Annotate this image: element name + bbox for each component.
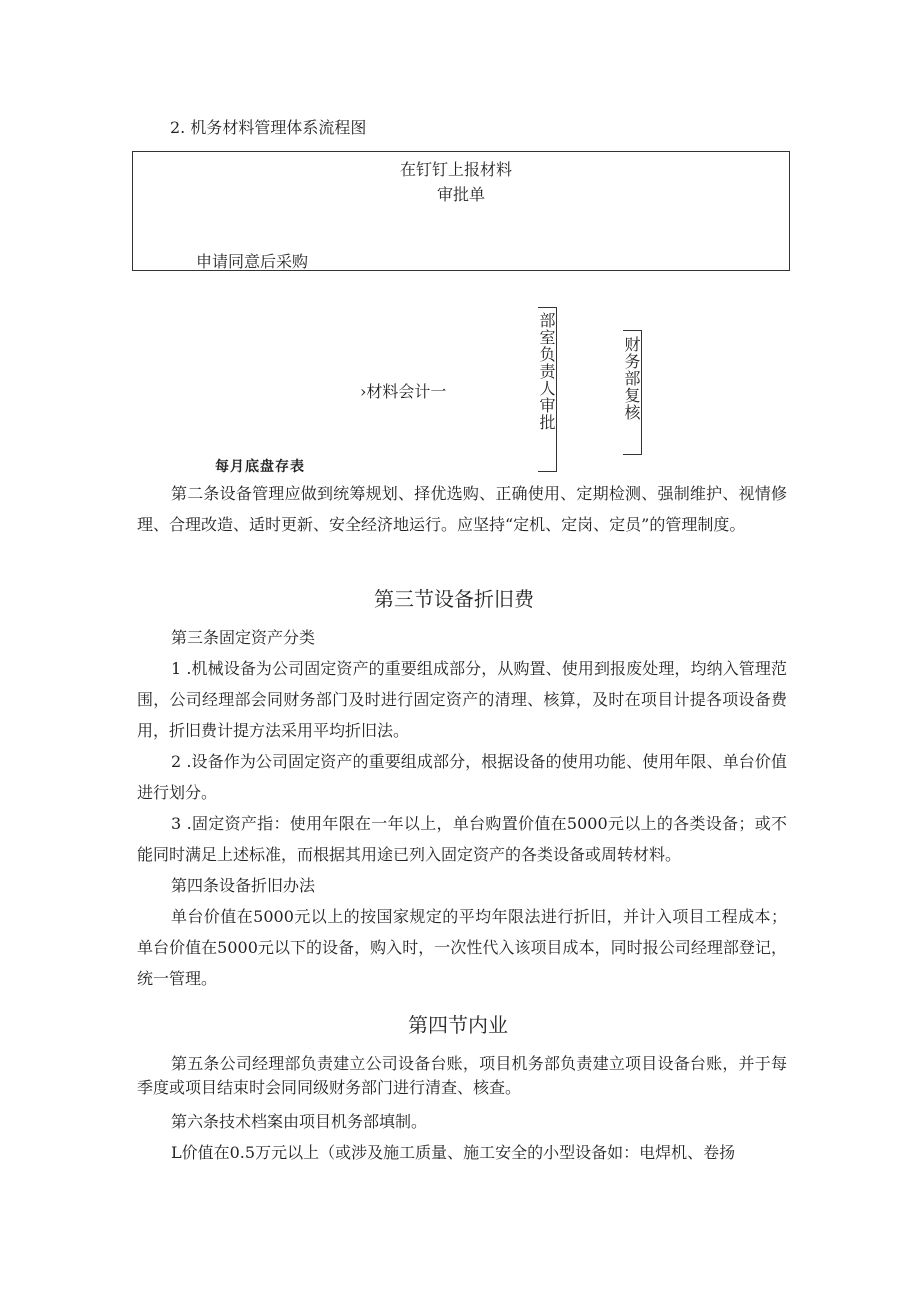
flow-heading: 2. 机务材料管理体系流程图 (170, 118, 367, 137)
article-4-body: 单台价值在5000元以上的按国家规定的平均年限法进行折旧，并计入项目工程成本；单台价值在5000元以下的设备，购入时，一次性代入该项目成本，同时报公司经理部登记，统一管理。 (137, 907, 787, 988)
article-3-item-3: 3 .固定资产指：使用年限在一年以上，单台购置价值在5000元以上的各类设备；或不能同时满足上述标准，而根据其用途已列入固定资产的各类设备或周转材料。 (137, 814, 787, 864)
section-3-title: 第三节设备折旧费 (374, 587, 534, 611)
section-4-title: 第四节内业 (408, 1013, 508, 1037)
article-5: 第五条公司经理部负责建立公司设备台账，项目机务部负责建立项目设备台账，并于每季度或项目结束时会同同级财务部门进行清查、核查。 (137, 1054, 787, 1097)
article-4-title: 第四条设备折旧办法 (171, 876, 316, 895)
flow-box-line3: 申请同意后采购 (196, 252, 309, 271)
article-5-6-block (137, 1052, 787, 1168)
article-3-item-2: 2 .设备作为公司固定资产的重要组成部分，根据设备的使用功能、使用年限、单台价值进行划分。 (137, 752, 787, 802)
flow-accountant: ›材料会计一 (360, 382, 447, 401)
flow-inventory: 每月底盘存表 (215, 459, 305, 475)
article-6-item-1: L价值在0.5万元以上（或涉及施工质量、施工安全的小型设备如：电焊机、卷扬 (171, 1143, 736, 1162)
flow-box-line2: 审批单 (437, 185, 486, 204)
article-2-text: 第二条设备管理应做到统筹规划、择优选购、正确使用、定期检测、强制维护、视情修理、合理改造、适时更新、安全经济地运行。应坚持“定机、定岗、定员”的管理制度。 (137, 484, 787, 534)
article-3-title: 第三条固定资产分类 (171, 628, 316, 647)
article-6: 第六条技术档案由项目机务部填制。 (171, 1112, 428, 1131)
flow-dept-head: 部室负责人审批 (537, 312, 556, 431)
flow-finance: 财务部复核 (622, 336, 641, 421)
article-3-block (137, 622, 787, 994)
article-2 (137, 478, 787, 540)
flow-box-line1: 在钉钉上报材料 (400, 160, 513, 179)
article-3-item-1: 1 .机械设备为公司固定资产的重要组成部分，从购置、使用到报废处理，均纳入管理范围，公司经理部会同财务部门及时进行固定资产的清理、核算，及时在项目计提各项设备费用，折旧费计提方法采用平均折旧法。 (137, 659, 787, 740)
